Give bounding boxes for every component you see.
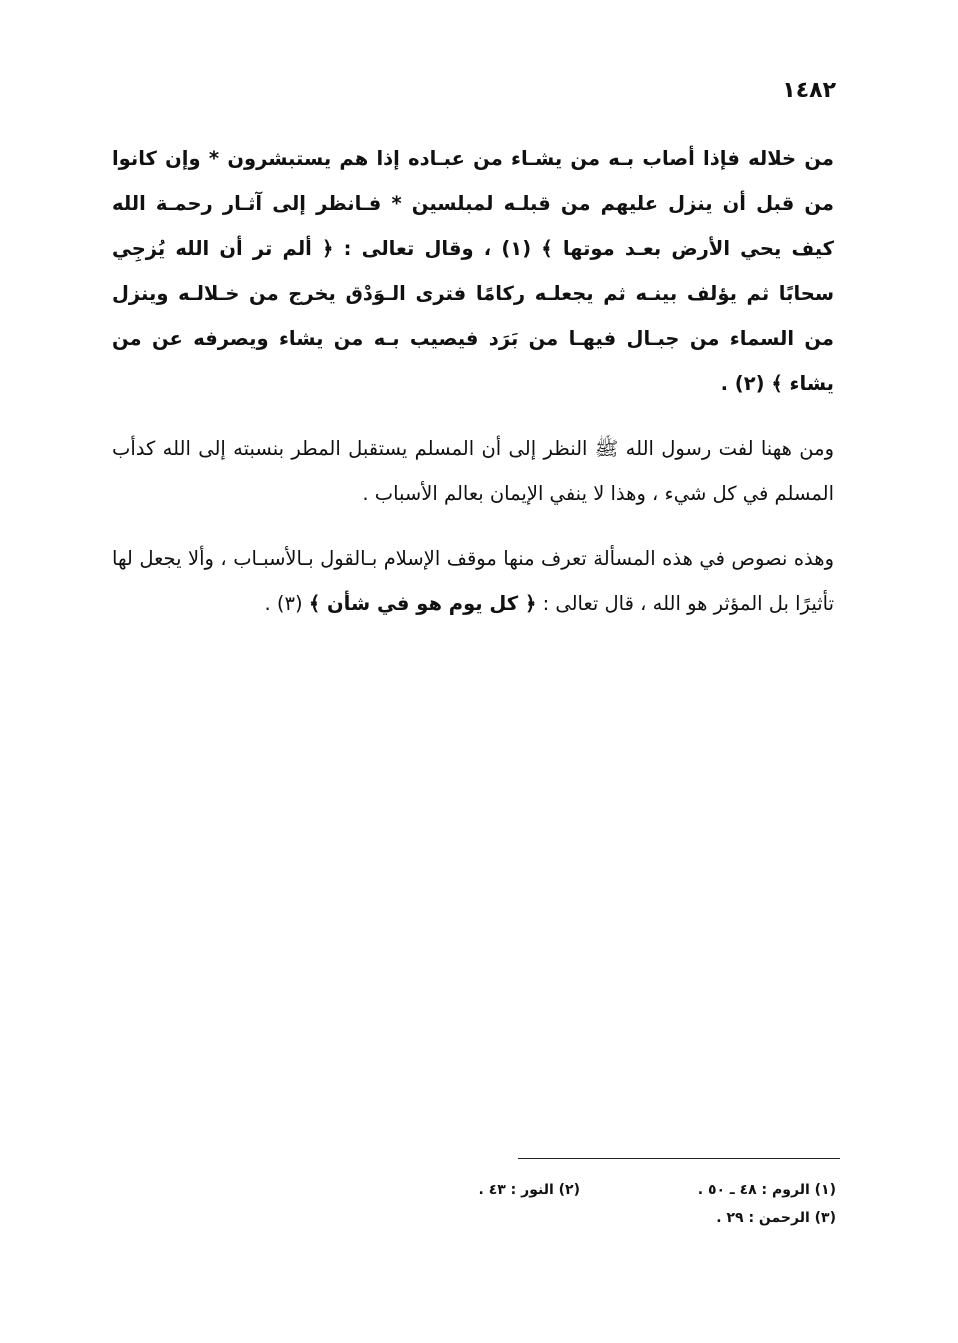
- paragraph-3: [112, 536, 834, 626]
- page-number: ١٤٨٢: [782, 78, 836, 103]
- body-text: [112, 136, 834, 646]
- footnote-1: (١) الروم : ٤٨ ـ ٥٠ .: [697, 1182, 836, 1198]
- quran-quote: ﴿ كل يوم هو في شأن ﴾: [308, 592, 537, 615]
- paragraph-2: ومن ههنا لفت رسول الله ﷺ النظر إلى أن المسلم يستقبل المطر بنسبته إلى الله كدأب المسلم في كل شيء ، وهذا لا ينفي الإيمان بعالم الأسباب .: [112, 437, 834, 505]
- footnote-row: [330, 1176, 836, 1204]
- paragraph-1: من خلاله فإذا أصاب بـه من يشـاء من عبـاده إذا هم يستبشرون * وإن كانوا من قبل أن ينزل عليهم من قبلـه لمبلسين * فـانظر إلى آثـار رحمـة الله كيف يحي الأرض بعـد موتها ﴾ (١) ، وقال تعالى : ﴿ ألم تر أن الله يُزجِي سحابًا ثم يؤلف بينـه ثم يجعلـه ركامًا فترى الـوَدْق يخرج من خـلالـه وينزل من السماء من جبـال فيهـا من بَرَد فيصيب بـه من يشاء ويصرفه عن من يشاء ﴾ (٢) .: [112, 147, 834, 395]
- paragraph-3-text: وهذه نصوص في هذه المسألة تعرف منها موقف الإسلام بـالقول بـالأسبـاب ، وألا يجعل لها تأثيرًا بل المؤثر هو الله ، قال تعالى :: [112, 547, 834, 615]
- footnotes: [330, 1176, 836, 1232]
- footnote-ref: (٣) .: [264, 592, 309, 615]
- footnote-3: (٣) الرحمن : ٢٩ .: [716, 1210, 836, 1226]
- footnote-divider: [518, 1158, 840, 1159]
- footnote-row: [330, 1204, 836, 1232]
- footnote-2: (٢) النور : ٤٣ .: [478, 1182, 580, 1198]
